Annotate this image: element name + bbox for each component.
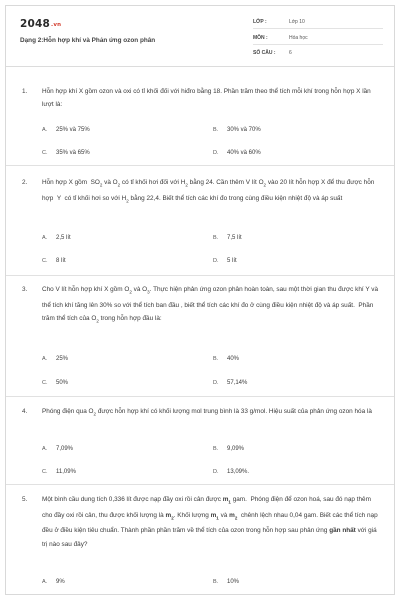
count-value: 6	[289, 50, 292, 56]
header-divider	[6, 66, 394, 67]
question-divider	[6, 275, 394, 276]
option-d[interactable]: D. 40% và 60%	[213, 150, 261, 156]
question-number: 5.	[22, 496, 28, 503]
option-b[interactable]: B. 40%	[213, 356, 240, 362]
option-b[interactable]: B. 7,5 lít	[213, 235, 242, 241]
question-number: 4.	[22, 408, 28, 415]
question-divider	[6, 484, 394, 485]
option-c[interactable]: C. 8 lít	[42, 258, 66, 264]
subject-label: MÔN :	[253, 35, 268, 41]
option-c[interactable]: C. 35% và 65%	[42, 150, 90, 156]
logo-main: 2048	[20, 18, 51, 30]
question-stem: Cho V lít hỗn hợp khí X gồm $O_2$ và $O_3$. Thực hiện phản ứng ozon phân hoàn toàn, sau một thời gian thu được khí Y và thể tích khí tăng lên 30% so với thể tích ban đầu , biết thể tích các khí đo ở cùng điều kiện nhiệt độ và áp suất. Phần trăm thể tích của $O_2$ trong hỗn hợp đầu là:	[42, 286, 378, 324]
option-a[interactable]: A. 2,5 lít	[42, 235, 71, 241]
option-c[interactable]: C. 50%	[42, 380, 69, 386]
option-a[interactable]: A. 9%	[42, 579, 65, 585]
option-a[interactable]: A. 25%	[42, 356, 69, 362]
class-value: Lớp 10	[289, 19, 305, 25]
option-b[interactable]: B. 9,09%	[213, 446, 245, 452]
class-label: LỚP :	[253, 19, 267, 25]
worksheet-header	[6, 6, 394, 66]
question-divider	[6, 396, 394, 397]
subject-value: Hóa học	[289, 35, 308, 41]
option-d[interactable]: D. 13,09%.	[213, 469, 250, 475]
question-stem: Hỗn hợp khí X gồm ozon và oxi có tỉ khối đối với hiđro bằng 18. Phần trăm theo thể tích mỗi khí trong hỗn hợp X lần lượt là:	[42, 88, 371, 109]
option-a[interactable]: A. 7,09%	[42, 446, 74, 452]
divider	[253, 44, 383, 45]
lesson-title: Dạng 2:Hỗn hợp khí và Phản ứng ozon phân	[20, 37, 156, 44]
option-a[interactable]: A. 25% và 75%	[42, 127, 90, 133]
question-divider	[6, 165, 394, 166]
option-d[interactable]: D. 5 lít	[213, 258, 237, 264]
logo-suffix: .vn	[51, 22, 62, 28]
worksheet-page	[5, 5, 395, 595]
question-stem: Một bình cầu dung tích 0,336 lít được nạp đầy oxi rồi cân được $m_1$ gam. Phóng điện để ozon hoá, sau đó nạp thêm cho đầy oxi rồi cân, thu được khối lượng là $m_2$. Khối lượng $m_1$ và $m_2$ chênh lệch nhau 0,04 gam. Biết các thể tích nạp đều ở điều kiện tiêu chuẩn. Thành phần phần trăm về thể tích của ozon trong hỗn hợp sau phản ứng gần nhất với giá trị nào sau đây?	[42, 496, 378, 548]
question-number: 2.	[22, 179, 28, 186]
question-number: 3.	[22, 286, 28, 293]
option-d[interactable]: D. 57,14%	[213, 380, 248, 386]
question-stem: Hỗn hợp X gồm $SO_2$ và $O_2$ có tỉ khối hơi đối với $H_2$ bằng 24. Cần thêm V lít $O_2$ vào 20 lít hỗn hợp X để thu được hỗn hợp Y có tỉ khối hơi so với $H_2$ bằng 22,4. Biết thể tích các khí đo trong cùng điều kiện nhiệt độ và áp suất	[42, 179, 375, 203]
site-logo[interactable]	[20, 18, 61, 30]
option-c[interactable]: C. 11,09%	[42, 469, 76, 475]
count-label: SỐ CÂU :	[253, 50, 276, 56]
question-stem: Phóng điện qua $O_2$ được hỗn hợp khí có khối lượng mol trung bình là 33 g/mol. Hiệu suất của phản ứng ozon hóa là	[42, 408, 372, 417]
option-b[interactable]: B. 30% và 70%	[213, 127, 261, 133]
question-number: 1.	[22, 88, 28, 95]
divider	[253, 28, 383, 29]
option-b[interactable]: B. 10%	[213, 579, 240, 585]
